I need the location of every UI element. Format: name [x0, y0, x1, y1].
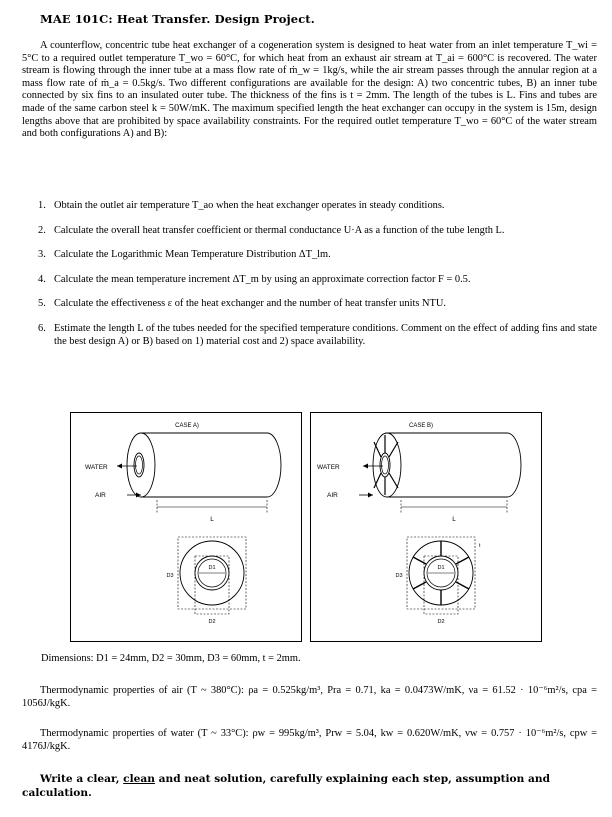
d2-label: D2: [437, 619, 445, 625]
water-properties: Thermodynamic properties of water (T ~ 33°C): ρw = 995kg/m³, Prw = 5.04, kw = 0.620W/mK, νw = 0.757 · 10⁻⁶m²/s, cpw = 4176J/kgK.: [22, 728, 597, 752]
case-a-panel: [70, 412, 302, 642]
task-list: [22, 200, 597, 360]
d3-label: D3: [395, 573, 403, 579]
t-label: t: [479, 543, 481, 549]
page-title: MAE 101C: Heat Transfer. Design Project.: [40, 12, 315, 26]
instructions: Write a clear, clean and neat solution, carefully explaining each step, assumption and calculation.: [22, 773, 550, 799]
task-item: 5. Calculate the effectiveness ε of the heat exchanger and the number of heat transfer units NTU.: [38, 298, 446, 310]
air-label: AIR: [327, 492, 338, 499]
task-item: 6. Estimate the length L of the tubes needed for the specified temperature conditions. Comment on the effect of adding fins and state the best design A) or B) based on 1) material cost and 2) space availability.: [38, 322, 597, 347]
air-properties: Thermodynamic properties of air (T ~ 380°C): ρa = 0.525kg/m³, Pra = 0.71, ka = 0.0473W/mK, νa = 61.52 · 10⁻⁶m²/s, cpa = 1056J/kgK.: [22, 685, 597, 709]
case-b-panel: [310, 412, 542, 642]
task-item: 2. Calculate the overall heat transfer coefficient or thermal conductance U·A as a function of the tube length L.: [38, 224, 505, 236]
problem-statement: A counterflow, concentric tube heat exchanger of a cogeneration system is designed to heat water from an inlet temperature T_wi = 5°C to a required outlet temperature T_wo = 60°C, for which heat from an exhaust air stream at T_ai = 600°C is recovered. The water stream is flowing through the inner tube at a mass flow rate of ṁ_w = 1kg/s, while the air stream passes through the annular region at a mass flow rate of ṁ_a = 0.5kg/s. Two different configurations are available for the design: A) two concentric tubes, B) an inner tube connected by six fins to an insulated outer tube. The thickness of the fins is t = 2mm. The length of the tubes is L. Fins and tubes are made of the same carbon steel k = 50W/mK. The maximum specified length the heat exchanger can occupy in the system is 15m, design lengths above that are prohibited by space availability constraints. For the required outlet temperature T_wo = 60°C of the water stream and both configurations A) and B):: [22, 40, 597, 140]
case-b-label: CASE B): [408, 423, 434, 429]
length-label: L: [452, 516, 456, 523]
task-item: 3. Calculate the Logarithmic Mean Temperature Distribution ΔT_lm.: [38, 249, 331, 261]
case-a-label: CASE A): [175, 423, 199, 429]
length-label: L: [210, 516, 214, 523]
d3-label: D3: [166, 573, 174, 579]
task-item: 1. Obtain the outlet air temperature T_ao when the heat exchanger operates in steady conditions.: [38, 200, 445, 211]
water-label: WATER: [85, 464, 108, 471]
water-label: WATER: [317, 464, 340, 471]
d1-label: D1: [208, 565, 216, 571]
air-label: AIR: [95, 492, 106, 499]
dimensions-line: Dimensions: D1 = 24mm, D2 = 30mm, D3 = 60mm, t = 2mm.: [41, 653, 301, 664]
d2-label: D2: [208, 619, 216, 625]
heat-exchanger-figure: [70, 412, 542, 642]
task-item: 4. Calculate the mean temperature increment ΔT_m by using an approximate correction factor F = 0.5.: [38, 273, 471, 285]
d1-label: D1: [437, 565, 445, 571]
